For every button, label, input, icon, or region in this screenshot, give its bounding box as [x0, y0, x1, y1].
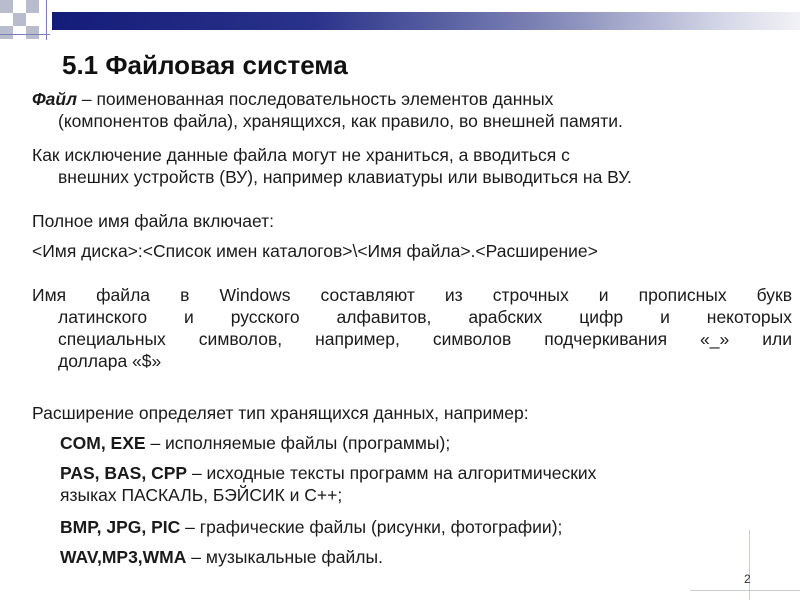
paragraph-windows-names: Имя файла в Windows составляют из строчных и прописных букв латинского и русского алфавитов, арабских цифр и некоторых специальных символов, например, символов подчеркивания «_» или доллара «$»	[32, 285, 792, 371]
list-item: WAV,MP3,WMA – музыкальные файлы.	[60, 547, 383, 567]
list-item: BMP, JPG, PIC – графические файлы (рисунки, фотографии);	[60, 517, 563, 537]
header-gradient-bar	[52, 12, 800, 30]
paragraph-file-definition: Файл – поименованная последовательность элементов данных (компонентов файла), хранящихся, как правило, во внешней памяти.	[32, 89, 623, 131]
list-item: COM, EXE – исполняемые файлы (программы);	[60, 433, 451, 453]
decor-square	[0, 26, 13, 39]
decor-square	[26, 0, 39, 13]
decor-square	[26, 26, 39, 39]
page-number: 2	[744, 572, 751, 586]
slide-title: 5.1 Файловая система	[62, 50, 348, 80]
footer-decor-vline	[749, 530, 750, 600]
paragraph-full-name: Полное имя файла включает:	[32, 211, 274, 231]
decor-square	[13, 13, 26, 26]
list-item: PAS, BAS, CPP – исходные тексты программ на алгоритмических языках ПАСКАЛЬ, БЭЙСИК и С++;	[60, 463, 597, 505]
decor-horizontal-line	[0, 34, 50, 35]
paragraph-exception: Как исключение данные файла могут не храниться, а вводиться с внешних устройств (ВУ), например клавиатуры или выводиться на ВУ.	[32, 145, 632, 187]
paragraph-extension: Расширение определяет тип хранящихся данных, например:	[32, 403, 529, 423]
footer-decor-line	[690, 590, 800, 591]
decor-square	[0, 0, 13, 13]
paragraph-path-format: <Имя диска>:<Список имен каталогов>\<Имя файла>.<Расширение>	[32, 241, 598, 261]
term-file: Файл	[32, 89, 77, 109]
